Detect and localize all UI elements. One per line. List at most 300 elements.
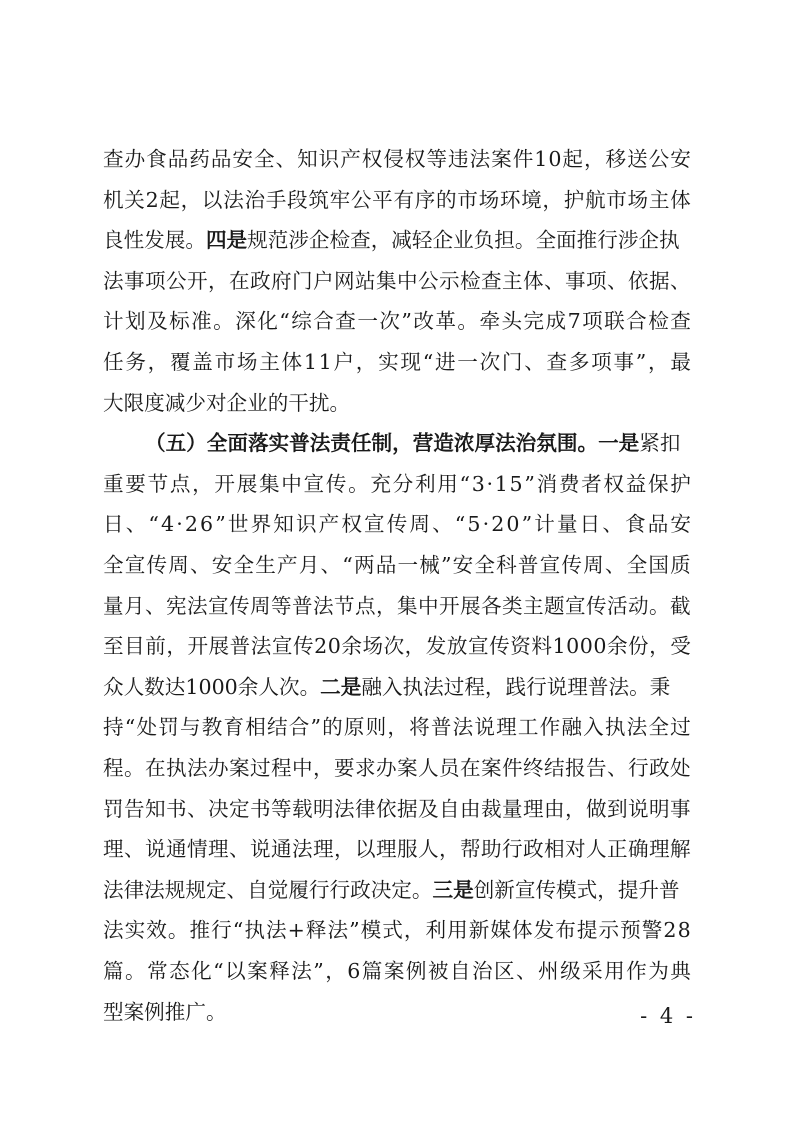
glyph: 知	[297, 147, 318, 171]
glyph: 点	[355, 593, 376, 618]
glyph: 7	[567, 309, 581, 334]
glyph: 户	[313, 268, 334, 293]
glyph: 开	[439, 593, 460, 618]
glyph: 自	[449, 959, 471, 983]
glyph: 知	[273, 512, 294, 537]
glyph: 终	[523, 756, 544, 780]
glyph: 为	[648, 959, 669, 983]
glyph: 品	[647, 512, 669, 537]
glyph: 集	[397, 593, 418, 618]
glyph: 关	[124, 187, 145, 212]
glyph: ，	[648, 350, 669, 374]
glyph: 两	[353, 553, 375, 577]
glyph: 周	[409, 512, 430, 537]
glyph: 项	[145, 268, 166, 293]
paragraph-line	[103, 667, 691, 707]
glyph: 前	[145, 634, 166, 659]
glyph: “	[454, 512, 466, 537]
glyph: 公	[418, 268, 439, 293]
glyph: 覆	[169, 350, 191, 374]
glyph: ”	[349, 918, 360, 943]
glyph: 。	[125, 959, 146, 983]
glyph: 工	[517, 715, 539, 740]
glyph: 品	[167, 147, 189, 171]
glyph: 法	[452, 715, 474, 740]
glyph: 2	[663, 918, 677, 943]
glyph: ·	[486, 471, 494, 496]
glyph: 做	[586, 796, 607, 821]
glyph: 0	[548, 147, 562, 171]
glyph: 科	[496, 553, 517, 577]
glyph: 、	[125, 512, 147, 537]
glyph: 执	[604, 715, 626, 740]
section-heading-line	[145, 423, 691, 463]
glyph: 法	[103, 918, 124, 943]
glyph: 头	[501, 309, 523, 334]
glyph: 中	[281, 471, 302, 496]
glyph: 报	[565, 756, 586, 780]
glyph: 各	[481, 593, 502, 618]
glyph: 通	[271, 837, 292, 862]
line-text: 融入执法过程，践行说理普法。秉	[361, 674, 671, 699]
glyph: 1	[318, 350, 332, 374]
glyph: 普	[229, 634, 251, 659]
glyph: 识	[295, 512, 317, 537]
paragraph-line	[103, 748, 691, 788]
paragraph-line	[103, 707, 691, 747]
glyph: 划	[125, 309, 146, 334]
glyph: 、	[524, 350, 545, 374]
glyph: 行	[211, 918, 232, 943]
glyph: 提	[576, 918, 598, 943]
glyph: 法	[265, 918, 287, 943]
glyph: 查	[481, 268, 502, 293]
glyph: 安	[670, 147, 691, 171]
paragraph-line	[103, 464, 691, 504]
paragraph-line	[103, 910, 691, 950]
glyph: 书	[250, 796, 271, 821]
glyph: 4	[161, 512, 175, 537]
paragraph-line	[103, 342, 691, 382]
glyph: 办	[208, 756, 229, 780]
glyph: 人	[418, 756, 439, 780]
glyph: 帮	[460, 837, 481, 862]
glyph: 决	[208, 796, 229, 821]
glyph: 模	[360, 918, 382, 943]
glyph: 6	[347, 959, 361, 983]
glyph: 筑	[308, 187, 329, 212]
glyph: 户	[333, 350, 355, 374]
glyph: 释	[269, 959, 290, 983]
glyph: 充	[370, 471, 391, 496]
glyph: 宪	[166, 593, 187, 618]
glyph: 周	[168, 553, 189, 577]
glyph: ，	[649, 634, 670, 659]
glyph: 展	[236, 471, 258, 496]
glyph: 法	[187, 593, 208, 618]
glyph: 移	[605, 147, 627, 171]
glyph: 理	[523, 796, 544, 821]
glyph: 法	[103, 268, 124, 293]
glyph: 宣	[539, 553, 561, 577]
glyph: ，	[325, 959, 346, 983]
glyph: 门	[501, 350, 523, 374]
line-text: 大限度减少对企业的干扰。	[103, 390, 351, 415]
glyph: ”	[521, 512, 533, 537]
glyph: ，	[404, 634, 426, 659]
glyph: 员	[439, 756, 460, 780]
glyph: 法	[313, 593, 334, 618]
glyph: 联	[604, 309, 625, 334]
glyph: ，	[403, 918, 425, 943]
glyph: 告	[586, 756, 607, 780]
glyph: 、	[607, 756, 628, 780]
glyph: 育	[223, 715, 245, 740]
glyph: 完	[523, 309, 545, 334]
glyph: 机	[103, 187, 124, 212]
glyph: 益	[625, 471, 647, 496]
glyph: 区	[493, 959, 515, 983]
glyph: 最	[670, 350, 691, 374]
glyph: 案	[481, 756, 502, 780]
glyph: 场	[627, 187, 649, 212]
glyph: 中	[292, 756, 313, 780]
glyph: 、	[190, 553, 211, 577]
glyph: 0	[506, 512, 520, 537]
glyph: 题	[544, 593, 565, 618]
glyph: 。	[649, 593, 670, 618]
glyph: 说	[474, 715, 495, 740]
glyph: 明	[649, 796, 670, 821]
glyph: 持	[103, 715, 124, 740]
glyph: 中	[418, 593, 439, 618]
glyph: ，	[387, 715, 408, 740]
glyph: 主	[502, 268, 523, 293]
glyph: 月	[298, 553, 320, 577]
glyph: 理	[103, 837, 124, 862]
glyph: 由	[544, 796, 565, 821]
section-heading: （五）全面落实普法责任制，营造浓厚法治氛围。	[145, 431, 599, 456]
glyph: 8	[677, 918, 691, 943]
glyph: 普	[517, 553, 539, 577]
glyph: 等	[271, 593, 292, 618]
glyph: 、	[229, 837, 250, 862]
glyph: ，	[208, 268, 229, 293]
emphasis-marker: 三是	[432, 877, 474, 902]
glyph: 起	[562, 147, 583, 171]
glyph: 任	[103, 350, 124, 374]
glyph: 定	[229, 796, 250, 821]
glyph: 0	[327, 634, 341, 659]
glyph: 案	[491, 147, 512, 171]
glyph: 展	[208, 634, 230, 659]
glyph: 传	[292, 634, 314, 659]
glyph: 现	[400, 350, 421, 374]
glyph: 结	[266, 715, 288, 740]
glyph: 理	[496, 715, 517, 740]
glyph: 在	[145, 756, 166, 780]
glyph: 据	[649, 268, 670, 293]
glyph: 计	[103, 309, 124, 334]
glyph: 主	[259, 350, 280, 374]
glyph: 处	[136, 715, 158, 740]
glyph: 量	[502, 796, 523, 821]
paragraph-line	[103, 870, 691, 910]
glyph: 化	[257, 309, 278, 334]
glyph: ，	[192, 471, 213, 496]
glyph: 一	[397, 553, 419, 577]
glyph: 传	[489, 634, 510, 659]
glyph: 1	[494, 471, 508, 496]
glyph: 件	[512, 147, 534, 171]
glyph: 动	[628, 593, 649, 618]
glyph: 类	[502, 593, 523, 618]
glyph: 宣	[565, 593, 586, 618]
glyph: +	[287, 918, 305, 943]
paragraph-line	[103, 626, 691, 666]
glyph: ，	[180, 187, 202, 212]
glyph: 中	[397, 268, 418, 293]
glyph: 消	[536, 471, 558, 496]
glyph: 布	[555, 918, 576, 943]
glyph: 5	[509, 471, 523, 496]
glyph: 等	[271, 796, 292, 821]
glyph: ”	[524, 471, 535, 496]
line-text: 型案例推广。	[103, 999, 227, 1024]
glyph: 安	[670, 512, 691, 537]
glyph: 品	[375, 553, 397, 577]
glyph: 案	[229, 756, 250, 780]
glyph: 在	[460, 756, 481, 780]
paragraph-line	[103, 829, 691, 869]
glyph: 依	[376, 796, 397, 821]
glyph: 公	[648, 147, 670, 171]
glyph: 典	[670, 959, 691, 983]
glyph: 2	[491, 512, 505, 537]
glyph: 查	[103, 147, 124, 171]
paragraph-line	[103, 992, 691, 1032]
glyph: 式	[382, 918, 403, 943]
glyph: “	[342, 553, 353, 577]
glyph: 改	[413, 309, 434, 334]
glyph: 体	[670, 187, 691, 212]
glyph: 识	[318, 147, 340, 171]
glyph: 准	[191, 309, 212, 334]
glyph: 法	[187, 756, 208, 780]
glyph: 公	[166, 268, 187, 293]
glyph: ，	[147, 350, 169, 374]
paragraph-line	[103, 180, 691, 220]
glyph: 法	[626, 715, 648, 740]
glyph: ，	[565, 796, 586, 821]
glyph: 月	[124, 593, 145, 618]
glyph: “	[232, 918, 244, 943]
paragraph-line	[103, 586, 691, 626]
glyph: 级	[560, 959, 581, 983]
paragraph-line	[103, 383, 691, 423]
glyph: 人	[418, 837, 439, 862]
glyph: 量	[103, 593, 124, 618]
glyph: ”	[635, 350, 647, 374]
glyph: 服	[397, 837, 418, 862]
glyph: 开	[187, 634, 209, 659]
glyph: 要	[334, 756, 355, 780]
glyph: 1	[303, 350, 317, 374]
glyph: 宣	[364, 512, 385, 537]
glyph: 1	[552, 634, 566, 659]
glyph: 案	[247, 959, 268, 983]
glyph: ”	[215, 512, 226, 537]
glyph: 目	[124, 634, 145, 659]
glyph: 说	[250, 837, 271, 862]
glyph: 法	[291, 959, 312, 983]
glyph: 3	[471, 471, 485, 496]
glyph: 食	[146, 147, 167, 171]
glyph: 预	[620, 918, 641, 943]
glyph: 节	[147, 471, 169, 496]
glyph: 裁	[481, 796, 502, 821]
glyph: 综	[291, 309, 312, 334]
glyph: 段	[287, 187, 308, 212]
emphasis-marker: 二是	[320, 674, 362, 699]
glyph: 查	[546, 350, 568, 374]
glyph: 被	[427, 959, 449, 983]
glyph: 利	[425, 918, 447, 943]
glyph: 市	[606, 187, 627, 212]
glyph: 传	[386, 512, 408, 537]
glyph: 手	[265, 187, 287, 212]
glyph: 在	[229, 268, 250, 293]
paragraph-line	[103, 504, 691, 544]
glyph: 平	[372, 187, 393, 212]
glyph: 篇	[103, 959, 124, 983]
glyph: 教	[201, 715, 223, 740]
glyph: 次	[383, 634, 405, 659]
glyph: 通	[166, 837, 187, 862]
glyph: 合	[313, 309, 334, 334]
glyph: 质	[670, 553, 691, 577]
glyph: 至	[103, 634, 124, 659]
glyph: 场	[362, 634, 384, 659]
glyph: 体	[281, 350, 303, 374]
glyph: 放	[446, 634, 468, 659]
glyph: 传	[561, 553, 582, 577]
glyph: 等	[426, 147, 448, 171]
paragraph-line	[103, 545, 691, 585]
glyph: 环	[499, 187, 521, 212]
glyph: 品	[210, 147, 232, 171]
glyph: 解	[670, 837, 691, 862]
glyph: 场	[478, 187, 500, 212]
glyph: 由	[460, 796, 481, 821]
glyph: 药	[189, 147, 210, 171]
glyph: 正	[607, 837, 628, 862]
glyph: 结	[544, 756, 565, 780]
glyph: 法	[469, 147, 491, 171]
glyph: 。	[213, 309, 234, 334]
glyph: 处	[670, 756, 691, 780]
glyph: 查	[335, 309, 356, 334]
glyph: 执	[244, 918, 265, 943]
glyph: 、	[432, 512, 453, 537]
glyph: 航	[584, 187, 606, 212]
glyph: 宣	[208, 593, 229, 618]
glyph: 发	[425, 634, 447, 659]
glyph: 以	[201, 187, 223, 212]
glyph: 送	[627, 147, 648, 171]
glyph: 、	[145, 593, 166, 618]
glyph: 全	[648, 715, 669, 740]
glyph: 站	[355, 268, 376, 293]
glyph: 标	[169, 309, 190, 334]
glyph: 全	[103, 553, 124, 577]
glyph: “	[124, 715, 136, 740]
glyph: 产	[340, 147, 361, 171]
glyph: 到	[607, 796, 628, 821]
glyph: 护	[563, 187, 585, 212]
glyph: 、	[187, 796, 208, 821]
glyph: 周	[250, 593, 271, 618]
glyph: 牵	[479, 309, 501, 334]
glyph: 案	[383, 959, 405, 983]
paragraph-line	[103, 951, 691, 991]
glyph: 推	[189, 918, 211, 943]
glyph: 则	[365, 715, 387, 740]
glyph: 理	[208, 837, 229, 862]
glyph: 政	[649, 756, 670, 780]
glyph: 宣	[271, 634, 293, 659]
line-text: 良性发展。	[103, 228, 206, 253]
glyph: 权	[603, 471, 624, 496]
glyph: ”	[440, 553, 452, 577]
glyph: 利	[414, 471, 436, 496]
glyph: 者	[581, 471, 602, 496]
paragraph-line	[103, 261, 691, 301]
glyph: 市	[214, 350, 236, 374]
glyph: 说	[145, 837, 166, 862]
glyph: 安	[232, 147, 253, 171]
glyph: 周	[583, 553, 604, 577]
glyph: 全	[474, 553, 495, 577]
glyph: 深	[235, 309, 256, 334]
glyph: 牢	[329, 187, 351, 212]
glyph: 理	[313, 837, 334, 862]
glyph: 份	[628, 634, 649, 659]
glyph: 事	[124, 268, 145, 293]
glyph: 作	[539, 715, 561, 740]
glyph: 项	[582, 309, 603, 334]
glyph: 人	[586, 837, 607, 862]
glyph: 法	[292, 837, 313, 862]
glyph: 械	[419, 553, 440, 577]
glyph: 国	[648, 553, 669, 577]
glyph: 全	[233, 553, 255, 577]
glyph: 活	[607, 593, 628, 618]
glyph: 权	[361, 147, 383, 171]
glyph: 检	[460, 268, 481, 293]
glyph: 用	[437, 471, 458, 496]
glyph: 治	[244, 187, 266, 212]
glyph: 篇	[361, 959, 383, 983]
glyph: 场	[236, 350, 258, 374]
glyph: 计	[534, 512, 555, 537]
glyph: 宣	[124, 553, 146, 577]
glyph: 次	[379, 309, 400, 334]
glyph: 资	[510, 634, 531, 659]
glyph: 余	[341, 634, 362, 659]
glyph: 媒	[490, 918, 512, 943]
glyph: 量	[556, 512, 578, 537]
